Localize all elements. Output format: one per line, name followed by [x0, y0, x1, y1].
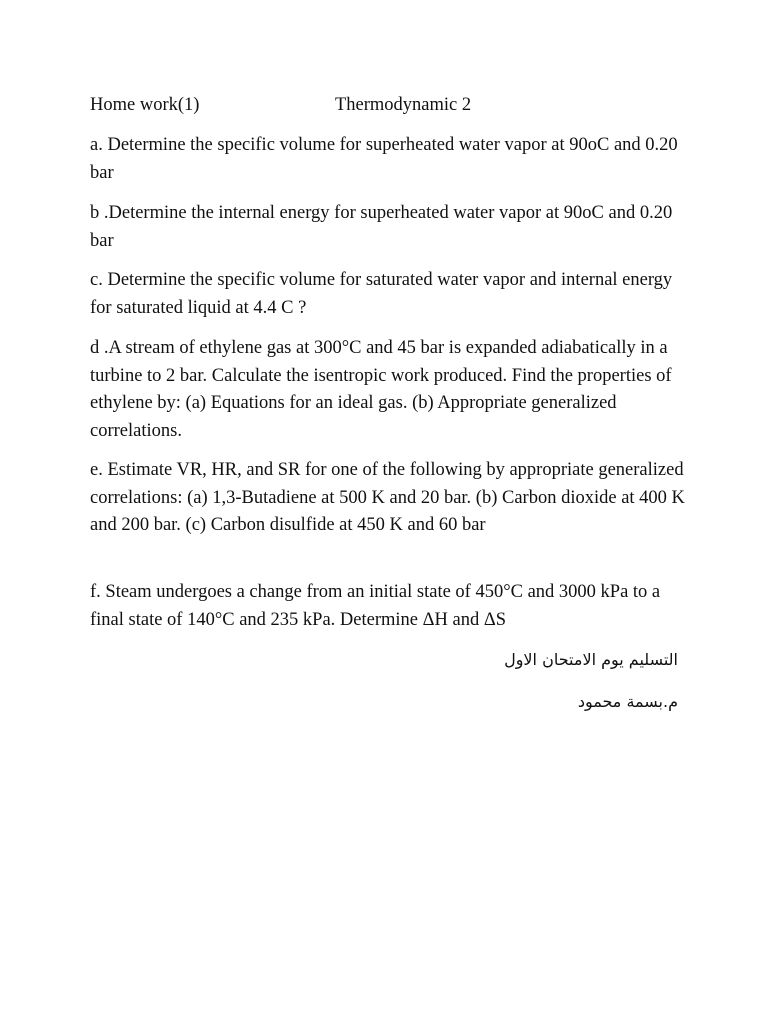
question-a: a. Determine the specific volume for superheated water vapor at 90oC and 0.20 bar: [90, 135, 678, 183]
question-d: d .A stream of ethylene gas at 300°C and 45 bar is expanded adiabatically in a turbine to 2 bar. Calculate the isentropic work produced. Find the properties of ethylene by: (a) Equations for an ideal gas. (b) Appropriate generalized correlations.: [90, 338, 672, 441]
document-header: [90, 92, 690, 120]
question-b: b .Determine the internal energy for superheated water vapor at 90oC and 0.20 bar: [90, 203, 673, 251]
question-c: c. Determine the specific volume for saturated water vapor and internal energy for saturated liquid at 4.4 C ?: [90, 270, 673, 318]
delivery-note: التسليم يوم الامتحان الاول: [504, 650, 678, 669]
question-e: e. Estimate VR, HR, and SR for one of the following by appropriate generalized correlations: (a) 1,3-Butadiene at 500 K and 20 bar. (b) Carbon dioxide at 400 K and 200 bar. (c) Carbon disulfide at 450 K and 60 bar: [90, 460, 685, 535]
question-f: f. Steam undergoes a change from an initial state of 450°C and 3000 kPa to a final state of 140°C and 235 kPa. Determine ΔH and ΔS: [90, 582, 661, 630]
homework-title: Home work(1): [90, 95, 200, 115]
instructor-name: م.بسمة محمود: [577, 692, 678, 711]
subject-title: Thermodynamic 2: [335, 95, 472, 115]
